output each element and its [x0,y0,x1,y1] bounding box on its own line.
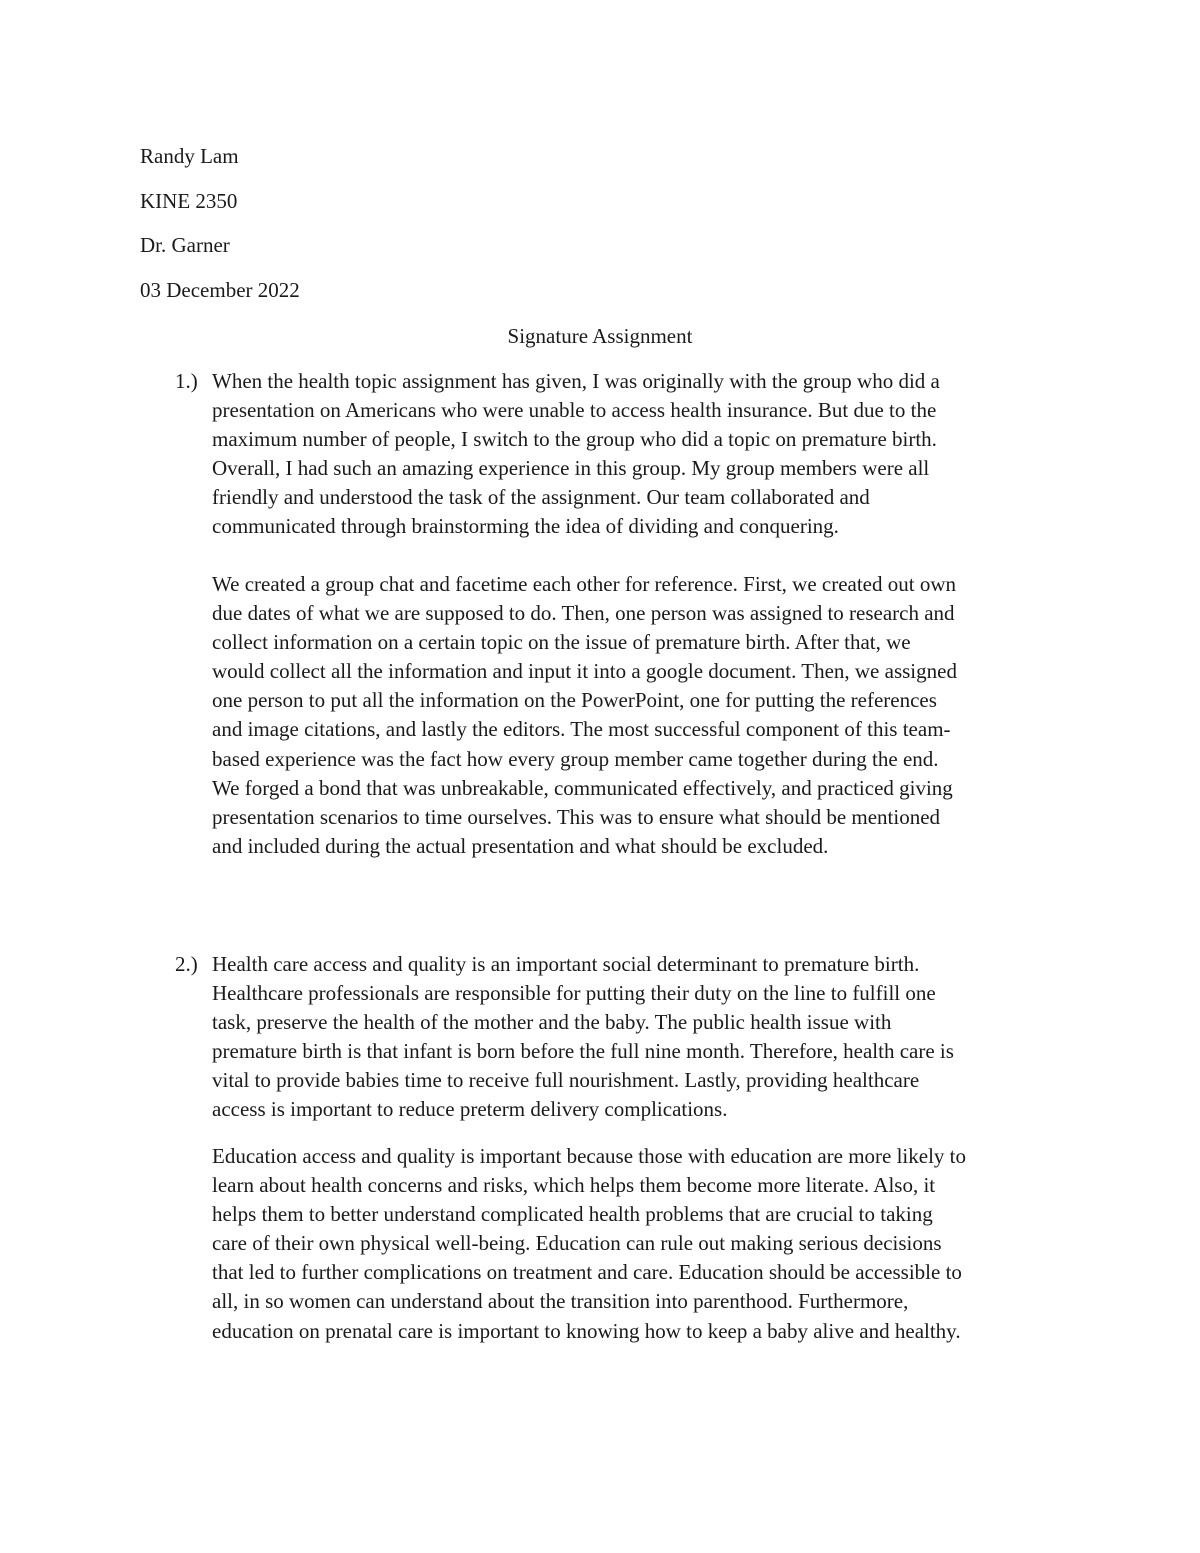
item-2-paragraph-1 [212,950,1072,1125]
item-number-2: 2.) [175,952,198,976]
text-line: We forged a bond that was unbreakable, communicated effectively, and practiced giving [212,775,953,800]
text-line: When the health topic assignment has given, I was originally with the group who did a [212,369,940,393]
text-line: access is important to reduce preterm delivery complications. [212,1097,728,1122]
text-line: and included during the actual presentation and what should be excluded. [212,833,829,858]
text-line: all, in so women can understand about the transition into parenthood. Furthermore, [212,1289,909,1314]
text-line: would collect all the information and input it into a google document. Then, we assigned [212,659,957,684]
text-line: task, preserve the health of the mother and the baby. The public health issue with [212,1010,892,1035]
text-line: Overall, I had such an amazing experience in this group. My group members were all [212,456,930,481]
text-line: due dates of what we are supposed to do. Then, one person was assigned to research and [212,601,955,626]
text-line: presentation scenarios to time ourselves. This was to ensure what should be mentioned [212,804,941,829]
text-line: education on prenatal care is important to knowing how to keep a baby alive and healthy. [212,1318,961,1343]
item-1-paragraph-1 [212,367,1072,542]
text-line: presentation on Americans who were unable to access health insurance. But due to the [212,398,937,423]
text-line: Health care access and quality is an important social determinant to premature birth. [212,952,920,976]
text-line: communicated through brainstorming the idea of dividing and conquering. [212,514,839,539]
item-1-paragraph-2 [212,570,1072,861]
text-line: that led to further complications on treatment and care. Education should be accessible to [212,1260,962,1285]
text-line: friendly and understood the task of the assignment. Our team collaborated and [212,485,870,510]
document-date: 03 December 2022 [140,278,300,302]
text-line: maximum number of people, I switch to the group who did a topic on premature birth. [212,427,937,452]
text-line: collect information on a certain topic on the issue of premature birth. After that, we [212,630,911,655]
text-line: We created a group chat and facetime each other for reference. First, we created out own [212,572,957,596]
text-line: care of their own physical well-being. Education can rule out making serious decisions [212,1231,942,1256]
instructor-name: Dr. Garner [140,233,230,257]
text-line: one person to put all the information on the PowerPoint, one for putting the references [212,688,937,713]
document-title: Signature Assignment [507,324,693,348]
text-line: premature birth is that infant is born before the full nine month. Therefore, health care is [212,1039,954,1064]
text-line: learn about health concerns and risks, which helps them become more literate. Also, it [212,1173,936,1198]
course-code: KINE 2350 [140,189,238,213]
text-line: based experience was the fact how every group member came together during the end. [212,746,939,771]
text-line: helps them to better understand complicated health problems that are crucial to taking [212,1202,933,1227]
text-line: vital to provide babies time to receive full nourishment. Lastly, providing healthcare [212,1068,920,1093]
text-line: and image citations, and lastly the editors. The most successful component of this team- [212,717,951,742]
text-line: Healthcare professionals are responsible for putting their duty on the line to fulfill one [212,981,936,1006]
item-2-paragraph-2 [212,1142,1072,1346]
text-line: Education access and quality is important because those with education are more likely to [212,1144,967,1168]
item-number-1: 1.) [175,369,198,393]
author-name: Randy Lam [140,144,239,168]
